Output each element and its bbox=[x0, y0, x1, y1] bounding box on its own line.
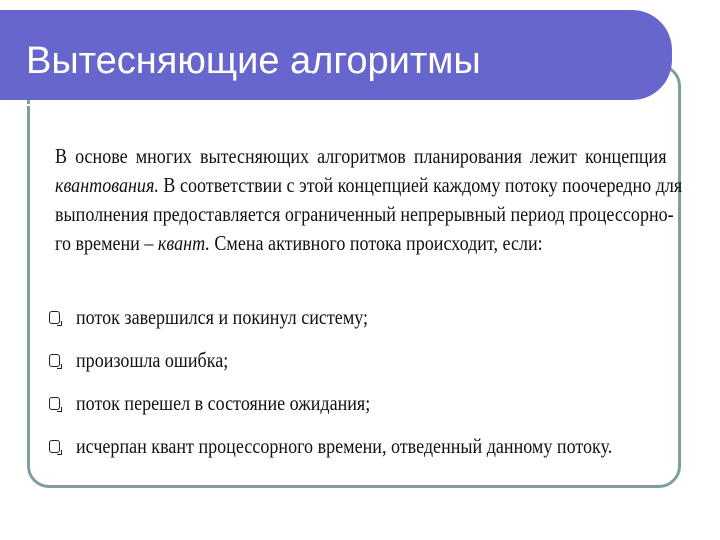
paragraph-line-1: В основе многих вытесняющих алгоритмов планирования лежит концепция bbox=[55, 144, 667, 168]
square-bullet-icon bbox=[49, 440, 60, 453]
list-item-text: произошла ошибка; bbox=[76, 348, 229, 372]
paragraph-line-4-text: Смена активного потока происходит, если: bbox=[209, 231, 543, 255]
paragraph-line-2 bbox=[55, 171, 683, 200]
list-item bbox=[49, 382, 669, 425]
list-item-text: поток перешел в состояние ожидания; bbox=[76, 391, 371, 415]
body-paragraph bbox=[55, 142, 683, 258]
slide-title: Вытесняющие алгоритмы bbox=[26, 40, 481, 82]
paragraph-line-3: выполнения предоставляется ограниченный непрерывный период процессорно- bbox=[55, 202, 674, 226]
list-item-text: исчерпан квант процессорного времени, отведенный данному потоку. bbox=[76, 434, 613, 458]
list-item bbox=[49, 339, 669, 382]
paragraph-line-2-text: В соответствии с этой концепцией каждому потоку поочередно для bbox=[158, 173, 683, 197]
list-item-text: поток завершился и покинул систему; bbox=[76, 305, 369, 329]
term-quantization: квантования. bbox=[55, 173, 159, 197]
square-bullet-icon bbox=[49, 311, 60, 324]
paragraph-line-4 bbox=[55, 229, 569, 258]
paragraph-line-4-start: го времени – bbox=[55, 231, 158, 255]
square-bullet-icon bbox=[49, 397, 60, 410]
term-quantum: квант. bbox=[157, 231, 210, 255]
title-bar bbox=[0, 10, 672, 100]
square-bullet-icon bbox=[49, 354, 60, 367]
list-item bbox=[49, 296, 669, 339]
list-item bbox=[49, 425, 669, 468]
title-underline bbox=[0, 104, 637, 106]
bullet-list bbox=[49, 296, 669, 468]
